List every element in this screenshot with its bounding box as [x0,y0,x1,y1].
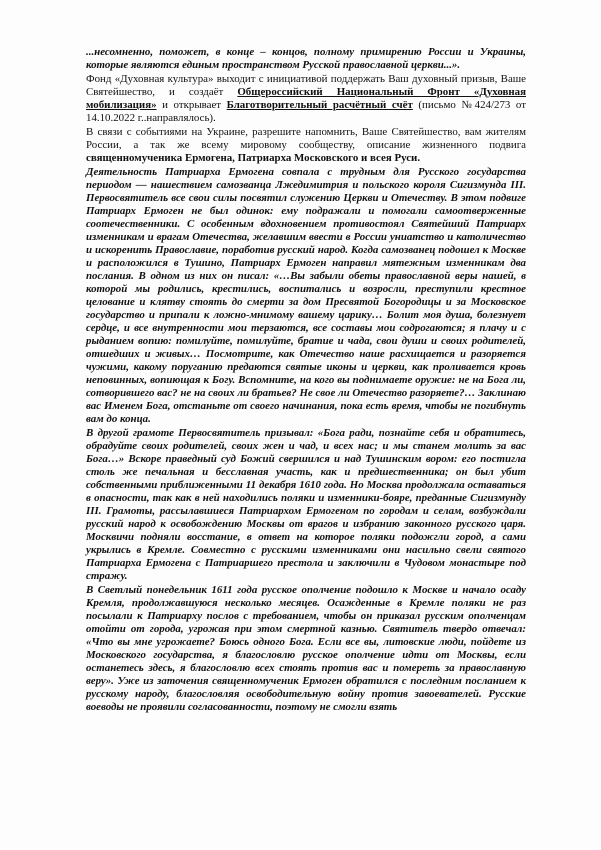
culture-fund-text-2: и открывает [156,99,227,111]
culture-fund-text-3: (письмо №424/273 от 14.10.2022 г..направлялось). [86,99,526,124]
body-paragraph-2: В другой грамоте Первосвятитель призывал: «Бога ради, познайте себя и обратитесь, обрадуйте своих родителей, своих жен и чад, и всех нас; и мы станем молить за вас Бога…» Вскоре праведный суд Божий свершился и над Тушинским вором: его постигла столь же печальная и бесславная участь, как и предшественника; он был убит собственными приближенными 11 декабря 1610 года. Но Москва продолжала оставаться в опасности, так как в ней находились поляки и изменники-бояре, преданные Сигизмунду III. Грамоты, рассылавшиеся Патриархом Ермогеном по городам и селам, возбуждали русский народ к освобождению Москвы от врагов и избранию законного русского царя. Москвичи подняли восстание, в ответ на которое поляки подожгли город, а сами укрылись в Кремле. Совместно с русскими изменниками они насильно свели святого Патриарха Ермогена с Патриаршего престола и заключили в Чудовом монастыре под стражу. [86,427,526,582]
front-name: Общероссийский Национальный Фронт «Духовная мобилизация» [86,86,526,111]
paragraph-culture-fund [86,73,526,125]
body-paragraph-3: В Светлый понедельник 1611 года русское ополчение подошло к Москве и начало осаду Кремля, продолжавшуюся несколько месяцев. Осажденные в Кремле поляки не раз посылали к Патриарху послов с требованием, чтобы он приказал русским ополченцам отойти от города, угрожая при этом смертной казнью. Святитель твердо отвечал: «Что вы мне угрожаете? Боюсь одного Бога. Если все вы, литовские люди, пойдете из Московского государства, я благословлю русское ополчение идти от Москвы, если останетесь здесь, я благословлю всех стоять против вас и помереть за православную веру». Уже из заточения священномученик Ермоген обратился с последним посланием к русскому народу, благословляя освободительную войну против завоевателей. Русские воеводы не проявили согласованности, поэтому не смогли взять [86,584,526,713]
events-text: В связи с событиями на Украине, разрешите напомнить, Ваше Святейшество, вам жителям России, а так же всему мировому сообществу, описание жизненного подвига [86,126,526,151]
charity-account: Благотворительный расчётный счёт [226,99,413,111]
body-paragraph-1: Деятельность Патриарха Ермогена совпала с трудным для Русского государства периодом — нашествием самозванца Лжедимитрия и польского короля Сигизмунда III. Первосвятитель все свои силы посвятил служению Церкви и Отечеству. В этом подвиге Патриарх Ермоген не был одинок: ему подражали и помогали самоотверженные соотечественники. С особенным вдохновением противостоял Святейший Патриарх изменникам и врагам Отечества, желавшим ввести в России униатство и католичество и искоренить Православие, поработив русский народ. Когда самозванец подошел к Москве и расположился в Тушино, Патриарх Ермоген направил мятежным изменникам два послания. В одном из них он писал: «…Вы забыли обеты православной веры нашей, в которой мы родились, крестились, воспитались и возросли, преступили крестное целование и клятву стоять до смерти за дом Пресвятой Богородицы и за Московское государство и припали к ложно-мнимому вашему царику… Болит моя душа, болезнует сердце, и все внутренности мои терзаются, все составы мои содрогаются; я плачу и с рыданием вопию: помилуйте, помилуйте, братие и чада, свои души и своих родителей, отшедших и живых… Посмотрите, как Отечество наше расхищается и разоряется чужими, какому поруганию предаются святые иконы и церкви, как проливается кровь неповинных, вопиющая к Богу. Вспомните, на кого вы поднимаете оружие: не на Бога ли, сотворившего вас? не на своих ли братьев? Не свое ли Отечество разоряете?… Заклинаю вас Именем Бога, отстаньте от своего начинания, пока есть время, чтобы не погибнуть вам до конца. [86,166,526,425]
opening-quote: ...несомненно, поможет, в конце – концов, полному примирению России и Украины, которые являются единым пространством Русской православной церкви...». [86,46,526,71]
martyr-name: священномученика Ермогена, Патриарха Московского и всея Руси. [86,152,421,164]
culture-fund-text-1: Фонд «Духовная культура» выходит с инициативой поддержать Ваш духовный призыв, Ваше Святейшество, и создаёт [86,73,526,98]
paragraph-events [86,126,526,165]
document-text [86,46,526,715]
